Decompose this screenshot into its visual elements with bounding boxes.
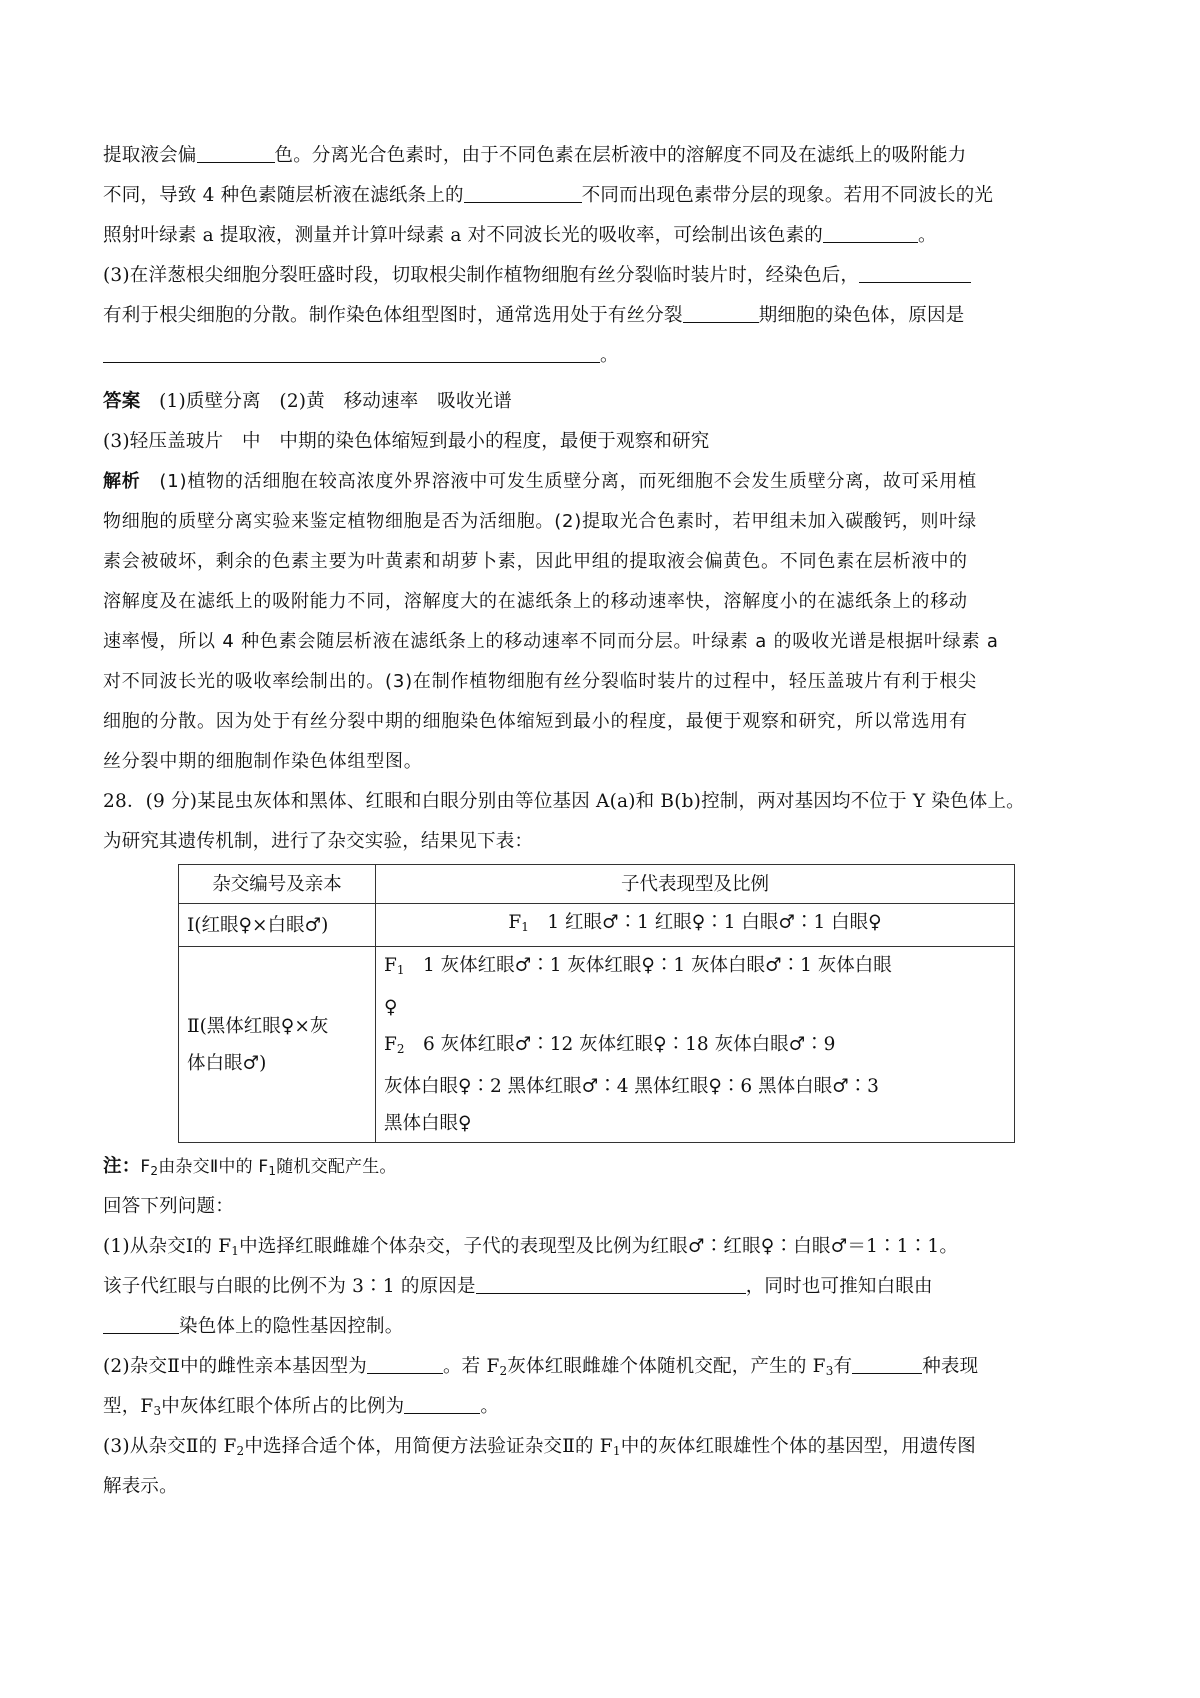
table-cell [376,904,1015,947]
q28-text: 中的灰体红眼雄性个体的基因型，用遗传图 [620,1436,976,1457]
q27-text: 。 [600,345,619,366]
analysis-text: 速率慢，所以 4 种色素会随层析液在滤纸条上的移动速率不同而分层。叶绿素 a 的吸收光谱是根据叶绿素 a [103,631,999,652]
note-label: 注： [103,1156,141,1177]
q28-text: 。 [480,1396,500,1417]
table-subscript: 1 [396,963,405,977]
note-text [140,1157,396,1177]
q28-text: 中选择合适个体，用简便方法验证杂交Ⅱ的 F [244,1436,613,1457]
table-text: 1 红眼♂∶1 红眼♀∶1 白眼♂∶1 白眼♀ [528,912,882,933]
q28-text: (2)杂交Ⅱ中的雌性亲本基因型为 [103,1356,367,1377]
analysis-text: 物细胞的质壁分离实验来鉴定植物细胞是否为活细胞。(2)提取光合色素时，若甲组未加入碳酸钙，则叶绿 [103,511,977,532]
table-header-cell: 子代表现型及比例 [376,865,1015,904]
answer-text: (1)质壁分离 (2)黄 移动速率 吸收光谱 [159,391,512,412]
q28-part1-line-1 [103,1227,1103,1267]
q28-subscript: 1 [231,1244,240,1258]
q27-text: 提取液会偏 [103,145,197,166]
q28-part2-line-2 [103,1387,1103,1427]
q27-text: (3)在洋葱根尖细胞分裂旺盛时段，切取根尖制作植物细胞有丝分裂临时装片时，经染色后， [103,265,860,286]
answer-blank [476,1271,746,1294]
table-text [384,1026,1006,1068]
q28-part2-line-1 [103,1347,1103,1387]
analysis-text: 对不同波长光的吸收率绘制出的。(3)在制作植物细胞有丝分裂临时装片的过程中，轻压盖玻片有利于根尖 [103,671,977,692]
table-text: 6 灰体红眼♂∶12 灰体红眼♀∶18 灰体白眼♂∶9 [404,1034,836,1055]
q28-subscript: 2 [499,1364,508,1378]
q27-text: 。 [918,225,937,246]
note-text: 由杂交Ⅱ中的 F [158,1157,269,1177]
table-text: F [508,912,522,933]
analysis-line-1 [103,502,1103,542]
q28-subscript: 3 [825,1364,834,1378]
q28-text: ，同时也可推知白眼由 [745,1276,933,1297]
table-row [179,904,1015,947]
analysis-text: 细胞的分散。因为处于有丝分裂中期的细胞染色体缩短到最小的程度，最便于观察和研究，所以常选用有 [103,711,968,732]
q27-line-2 [103,176,1103,216]
table-text: ♀ [384,997,398,1018]
table-cell: Ⅰ(红眼♀×白眼♂) [179,904,376,947]
answer-label: 答案 [103,391,141,412]
q28-text: 回答下列问题： [103,1196,234,1217]
analysis-text: 素会被破坏，剩余的色素主要为叶黄素和胡萝卜素，因此甲组的提取液会偏黄色。不同色素在层析液中的 [103,551,968,572]
cross-results-table [178,864,1015,1143]
table-text: F [384,955,397,976]
q28-text: 为研究其遗传机制，进行了杂交实验，结果见下表： [103,831,534,852]
analysis-line-2 [103,542,1103,582]
answer-blank [404,1391,480,1414]
q27-text: 照射叶绿素 a 提取液，测量并计算叶绿素 a 对不同波长光的吸收率，可绘制出该色素的 [103,225,823,246]
q28-part3-line-2 [103,1467,1103,1507]
q28-text: 灰体红眼雌雄个体随机交配，产生的 F [507,1356,826,1377]
q28-text: 型，F [103,1396,154,1417]
table-note [103,1147,1103,1187]
table-text: Ⅱ(黑体红眼♀×灰 [187,1015,329,1037]
q28-text: 中选择红眼雌雄个体杂交，子代的表现型及比例为红眼♂∶红眼♀∶白眼♂＝1∶1∶1。 [239,1236,959,1257]
answer-blank [859,260,971,283]
q28-text: 该子代红眼与白眼的比例不为 3∶1 的原因是 [103,1276,476,1297]
analysis-label: 解析 [103,471,141,492]
q28-text: 解表示。 [103,1476,178,1497]
analysis-text: (1)植物的活细胞在较高浓度外界溶液中可发生质壁分离，而死细胞不会发生质壁分离，故可采用植 [159,471,977,492]
analysis-line-4 [103,622,1103,662]
q27-line-4 [103,256,1103,296]
table-text: 灰体白眼♀∶2 黑体红眼♂∶4 黑体红眼♀∶6 黑体白眼♂∶3 [384,1076,879,1097]
table-text [384,947,1006,989]
answer-line-1 [103,382,1103,422]
table-header-row [179,865,1015,904]
answer-blank [367,1351,443,1374]
q28-part1-line-2 [103,1267,1103,1307]
q28-intro-1 [103,782,1103,822]
q27-text: 有利于根尖细胞的分散。制作染色体组型图时，通常选用处于有丝分裂 [103,305,683,326]
q28-text: 28．(9 分)某昆虫灰体和黑体、红眼和白眼分别由等位基因 A(a)和 B(b)控制，两对基因均不位于 Y 染色体上。 [103,791,1025,812]
note-subscript: 2 [150,1164,159,1178]
analysis-line-6 [103,702,1103,742]
q27-line-3 [103,216,1103,256]
answer-blank [197,140,275,163]
table-text: 体白眼♂) [187,1052,267,1074]
table-text: 1 灰体红眼♂∶1 灰体红眼♀∶1 灰体白眼♂∶1 灰体白眼 [404,955,892,976]
analysis-text: 溶解度及在滤纸上的吸附能力不同，溶解度大的在滤纸条上的移动速率快，溶解度小的在滤纸条上的移动 [103,591,968,612]
q27-text: 不同，导致 4 种色素随层析液在滤纸条上的 [103,185,464,206]
q28-text: 中灰体红眼个体所占的比例为 [161,1396,405,1417]
q27-line-1 [103,136,1103,176]
q28-text: 。若 F [442,1356,500,1377]
table-text: F [384,1034,397,1055]
analysis-line-0 [103,462,1103,502]
answer-blank [464,180,582,203]
answer-blank [103,340,600,363]
table-cell [179,947,376,1143]
note-subscript: 1 [268,1164,277,1178]
answer-text: (3)轻压盖玻片 中 中期的染色体缩短到最小的程度，最便于观察和研究 [103,431,710,452]
q28-prompt [103,1187,1103,1227]
answer-line-2 [103,422,1103,462]
table-cell [376,947,1015,1143]
q28-text: 染色体上的隐性基因控制。 [179,1316,404,1337]
q28-text: 种表现 [922,1356,979,1377]
analysis-line-5 [103,662,1103,702]
answer-blank [823,220,918,243]
analysis-line-3 [103,582,1103,622]
q28-text: (1)从杂交Ⅰ的 F [103,1236,232,1257]
table-row [179,947,1015,1143]
note-text: F [140,1157,151,1177]
table-subscript: 2 [396,1042,405,1056]
q28-subscript: 2 [236,1444,245,1458]
table-subscript: 1 [521,920,529,934]
q28-intro-2 [103,822,1103,862]
answer-blank [103,1311,179,1334]
answer-blank [683,300,759,323]
q27-line-6 [103,336,1103,376]
q28-part1-line-3 [103,1307,1103,1347]
q28-text: 有 [833,1356,853,1377]
q27-text: 期细胞的染色体，原因是 [758,305,965,326]
answer-blank [852,1351,922,1374]
analysis-text: 丝分裂中期的细胞制作染色体组型图。 [103,751,423,772]
q28-subscript: 1 [612,1444,621,1458]
note-text: 随机交配产生。 [276,1157,397,1177]
q28-subscript: 3 [153,1404,162,1418]
table-text: 黑体白眼♀ [384,1113,472,1134]
q27-text: 不同而出现色素带分层的现象。若用不同波长的光 [581,185,994,206]
q27-line-5 [103,296,1103,336]
document-page [103,136,1103,1507]
q28-part3-line-1 [103,1427,1103,1467]
q28-text: (3)从杂交Ⅱ的 F [103,1436,237,1457]
table-header-cell: 杂交编号及亲本 [179,865,376,904]
q27-text: 色。分离光合色素时，由于不同色素在层析液中的溶解度不同及在滤纸上的吸附能力 [274,145,967,166]
analysis-line-7 [103,742,1103,782]
